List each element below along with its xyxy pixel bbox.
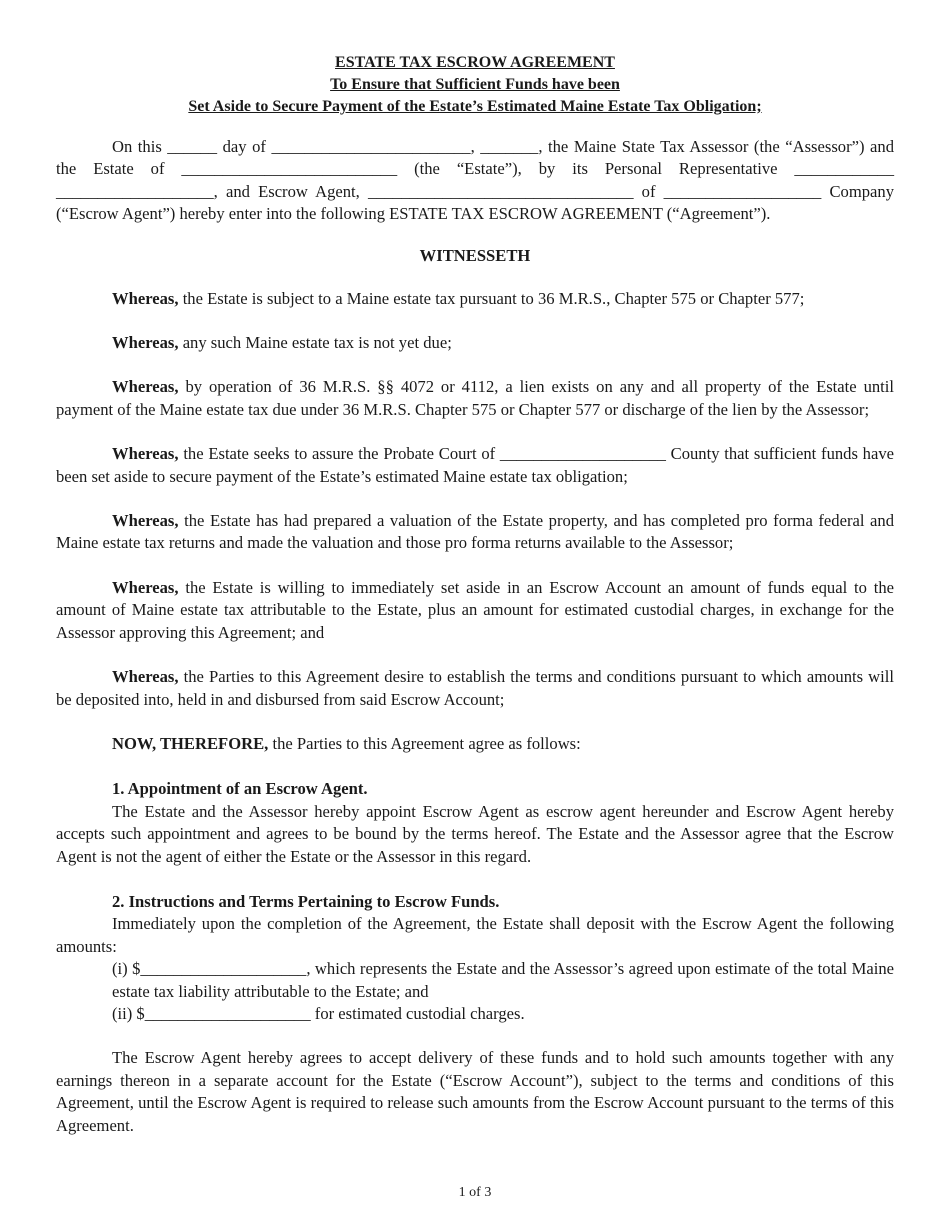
section-1-body: The Estate and the Assessor hereby appoint Escrow Agent as escrow agent hereunder and Escrow Agent hereby accepts such appointment and agrees to be bound by the terms hereof. The Estate and the Assessor agree that the Escrow Agent is not the agent of either the Estate or the Assessor in this regard.	[56, 801, 894, 866]
whereas-label: Whereas,	[112, 667, 179, 687]
document-page	[56, 52, 894, 1137]
document-title: ESTATE TAX ESCROW AGREEMENT	[335, 54, 615, 71]
section-2-item-2: (ii) $____________________ for estimated custodial charges.	[112, 1003, 525, 1023]
whereas-paragraph	[56, 577, 894, 644]
intro-paragraph: On this ______ day of ________________________, _______, the Maine State Tax Assessor (the “Assessor”) and the Estate of __________________________ (the “Estate”), by its Personal Representative ____________ ___________________, and Escrow Agent, ________________________________ of ___________________ Company (“Escrow Agent”) hereby enter into the following ESTATE TAX ESCROW AGREEMENT (“Agreement”).	[56, 137, 894, 224]
whereas-label: Whereas,	[112, 444, 179, 464]
now-therefore-paragraph	[56, 733, 894, 755]
whereas-label: Whereas,	[112, 511, 179, 531]
now-therefore-text: the Parties to this Agreement agree as follows:	[272, 733, 581, 753]
now-therefore-label: NOW, THEREFORE,	[112, 733, 269, 753]
whereas-text: any such Maine estate tax is not yet due;	[182, 333, 452, 353]
whereas-text: the Estate seeks to assure the Probate Court of ____________________ County that sufficient funds have been set aside to secure payment of the Estate’s estimated Maine estate tax obligation;	[56, 444, 895, 486]
whereas-text: the Estate has had prepared a valuation of the Estate property, and has completed pro forma federal and Maine estate tax returns and made the valuation and those pro forma returns available to the Assessor;	[56, 511, 894, 553]
whereas-paragraph	[56, 443, 894, 488]
section-2-body: Immediately upon the completion of the Agreement, the Estate shall deposit with the Escrow Agent the following amounts:	[56, 914, 894, 956]
section-2-closing: The Escrow Agent hereby agrees to accept delivery of these funds and to hold such amounts together with any earnings thereon in a separate account for the Estate (“Escrow Account”), subject to the terms and conditions of this Agreement, until the Escrow Agent is required to release such amounts from the Escrow Account pursuant to the terms of this Agreement.	[56, 1048, 894, 1135]
whereas-text: the Estate is willing to immediately set aside in an Escrow Account an amount of funds equal to the amount of Maine estate tax attributable to the Estate, plus an amount for estimated custodial charges, in exchange for the Assessor approving this Agreement; and	[56, 577, 894, 642]
whereas-paragraph	[56, 510, 894, 555]
whereas-label: Whereas,	[112, 333, 179, 353]
whereas-label: Whereas,	[112, 288, 179, 308]
section-1-title: 1. Appointment of an Escrow Agent.	[112, 779, 368, 799]
whereas-paragraph	[56, 666, 894, 711]
section-2-title: 2. Instructions and Terms Pertaining to Escrow Funds.	[112, 891, 500, 911]
whereas-label: Whereas,	[112, 377, 179, 397]
whereas-paragraph	[56, 288, 894, 310]
whereas-paragraph	[56, 332, 894, 354]
document-heading	[56, 52, 894, 118]
whereas-text: the Estate is subject to a Maine estate tax pursuant to 36 M.R.S., Chapter 575 or Chapter 577;	[182, 288, 805, 308]
witnesseth-heading: WITNESSETH	[419, 245, 531, 265]
whereas-text: by operation of 36 M.R.S. §§ 4072 or 4112, a lien exists on any and all property of the Estate until payment of the Maine estate tax due under 36 M.R.S. Chapter 575 or Chapter 577 or discharge of the lien by the Assessor;	[56, 377, 894, 419]
section-2-item-1: (i) $____________________, which represents the Estate and the Assessor’s agreed upon estimate of the total Maine estate tax liability attributable to the Estate; and	[112, 959, 894, 1001]
whereas-paragraph	[56, 376, 894, 421]
whereas-label: Whereas,	[112, 577, 179, 597]
document-subtitle-2: Set Aside to Secure Payment of the Estate’s Estimated Maine Estate Tax Obligation;	[188, 98, 762, 115]
page-number: 1 of 3	[458, 1185, 492, 1200]
document-subtitle-1: To Ensure that Sufficient Funds have been	[330, 76, 620, 93]
whereas-text: the Parties to this Agreement desire to establish the terms and conditions pursuant to which amounts will be deposited into, held in and disbursed from said Escrow Account;	[56, 667, 894, 709]
